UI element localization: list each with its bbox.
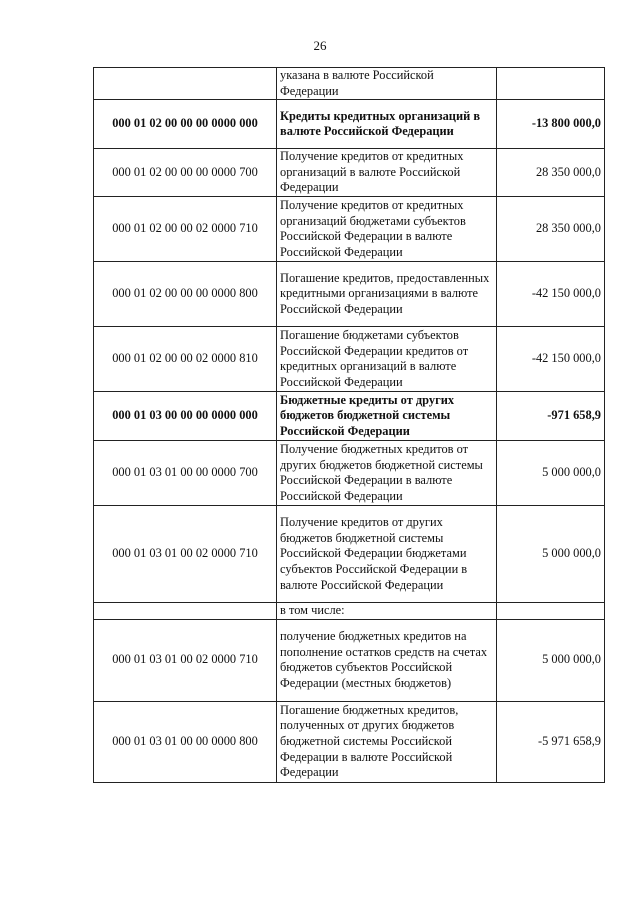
row-name: Погашение бюджетных кредитов, полученных от других бюджетов бюджетной системы Российской Федерации в валюте Российской Федерации: [277, 701, 497, 782]
row-amount: -13 800 000,0: [497, 100, 605, 149]
table-row: [94, 149, 605, 197]
row-name: Погашение бюджетами субъектов Российской Федерации кредитов от кредитных организаций в валюте Российской Федерации: [277, 327, 497, 392]
table-row: [94, 68, 605, 100]
table-row: [94, 619, 605, 701]
row-code: 000 01 02 00 00 02 0000 710: [94, 197, 277, 262]
table-row: [94, 603, 605, 620]
row-name: Получение кредитов от других бюджетов бюджетной системы Российской Федерации бюджетами субъектов Российской Федерации в валюте Российской Федерации: [277, 506, 497, 603]
row-code: 000 01 02 00 00 00 0000 700: [94, 149, 277, 197]
row-code: 000 01 02 00 00 00 0000 000: [94, 100, 277, 149]
table-row: [94, 100, 605, 149]
row-code: 000 01 03 01 00 02 0000 710: [94, 506, 277, 603]
row-name: Получение кредитов от кредитных организаций бюджетами субъектов Российской Федерации в валюте Российской Федерации: [277, 197, 497, 262]
row-name: Получение кредитов от кредитных организаций в валюте Российской Федерации: [277, 149, 497, 197]
table-row: [94, 701, 605, 782]
row-name: в том числе:: [277, 603, 497, 620]
row-code: 000 01 02 00 00 02 0000 810: [94, 327, 277, 392]
row-amount: -5 971 658,9: [497, 701, 605, 782]
budget-sources-table: [93, 67, 605, 783]
row-name: Получение бюджетных кредитов от других бюджетов бюджетной системы Российской Федерации в валюте Российской Федерации: [277, 441, 497, 506]
row-code: [94, 603, 277, 620]
page-number: 26: [313, 38, 327, 53]
row-name: указана в валюте Российской Федерации: [277, 68, 497, 100]
table-row: [94, 197, 605, 262]
row-code: [94, 68, 277, 100]
row-name: получение бюджетных кредитов на пополнение остатков средств на счетах бюджетов субъектов Российской Федерации (местных бюджетов): [277, 619, 497, 701]
row-code: 000 01 03 01 00 00 0000 800: [94, 701, 277, 782]
row-code: 000 01 03 01 00 00 0000 700: [94, 441, 277, 506]
row-amount: -42 150 000,0: [497, 327, 605, 392]
table-row: [94, 441, 605, 506]
row-amount: 5 000 000,0: [497, 619, 605, 701]
row-amount: [497, 603, 605, 620]
row-amount: -42 150 000,0: [497, 262, 605, 327]
row-code: 000 01 03 01 00 02 0000 710: [94, 619, 277, 701]
row-amount: 28 350 000,0: [497, 149, 605, 197]
row-name: Бюджетные кредиты от других бюджетов бюджетной системы Российской Федерации: [277, 392, 497, 441]
table-row: [94, 392, 605, 441]
row-amount: 5 000 000,0: [497, 441, 605, 506]
table-row: [94, 327, 605, 392]
table-row: [94, 506, 605, 603]
row-code: 000 01 03 00 00 00 0000 000: [94, 392, 277, 441]
row-amount: [497, 68, 605, 100]
row-amount: 5 000 000,0: [497, 506, 605, 603]
row-amount: 28 350 000,0: [497, 197, 605, 262]
row-code: 000 01 02 00 00 00 0000 800: [94, 262, 277, 327]
row-amount: -971 658,9: [497, 392, 605, 441]
row-name: Кредиты кредитных организаций в валюте Российской Федерации: [277, 100, 497, 149]
table-row: [94, 262, 605, 327]
row-name: Погашение кредитов, предоставленных кредитными организациями в валюте Российской Федерации: [277, 262, 497, 327]
